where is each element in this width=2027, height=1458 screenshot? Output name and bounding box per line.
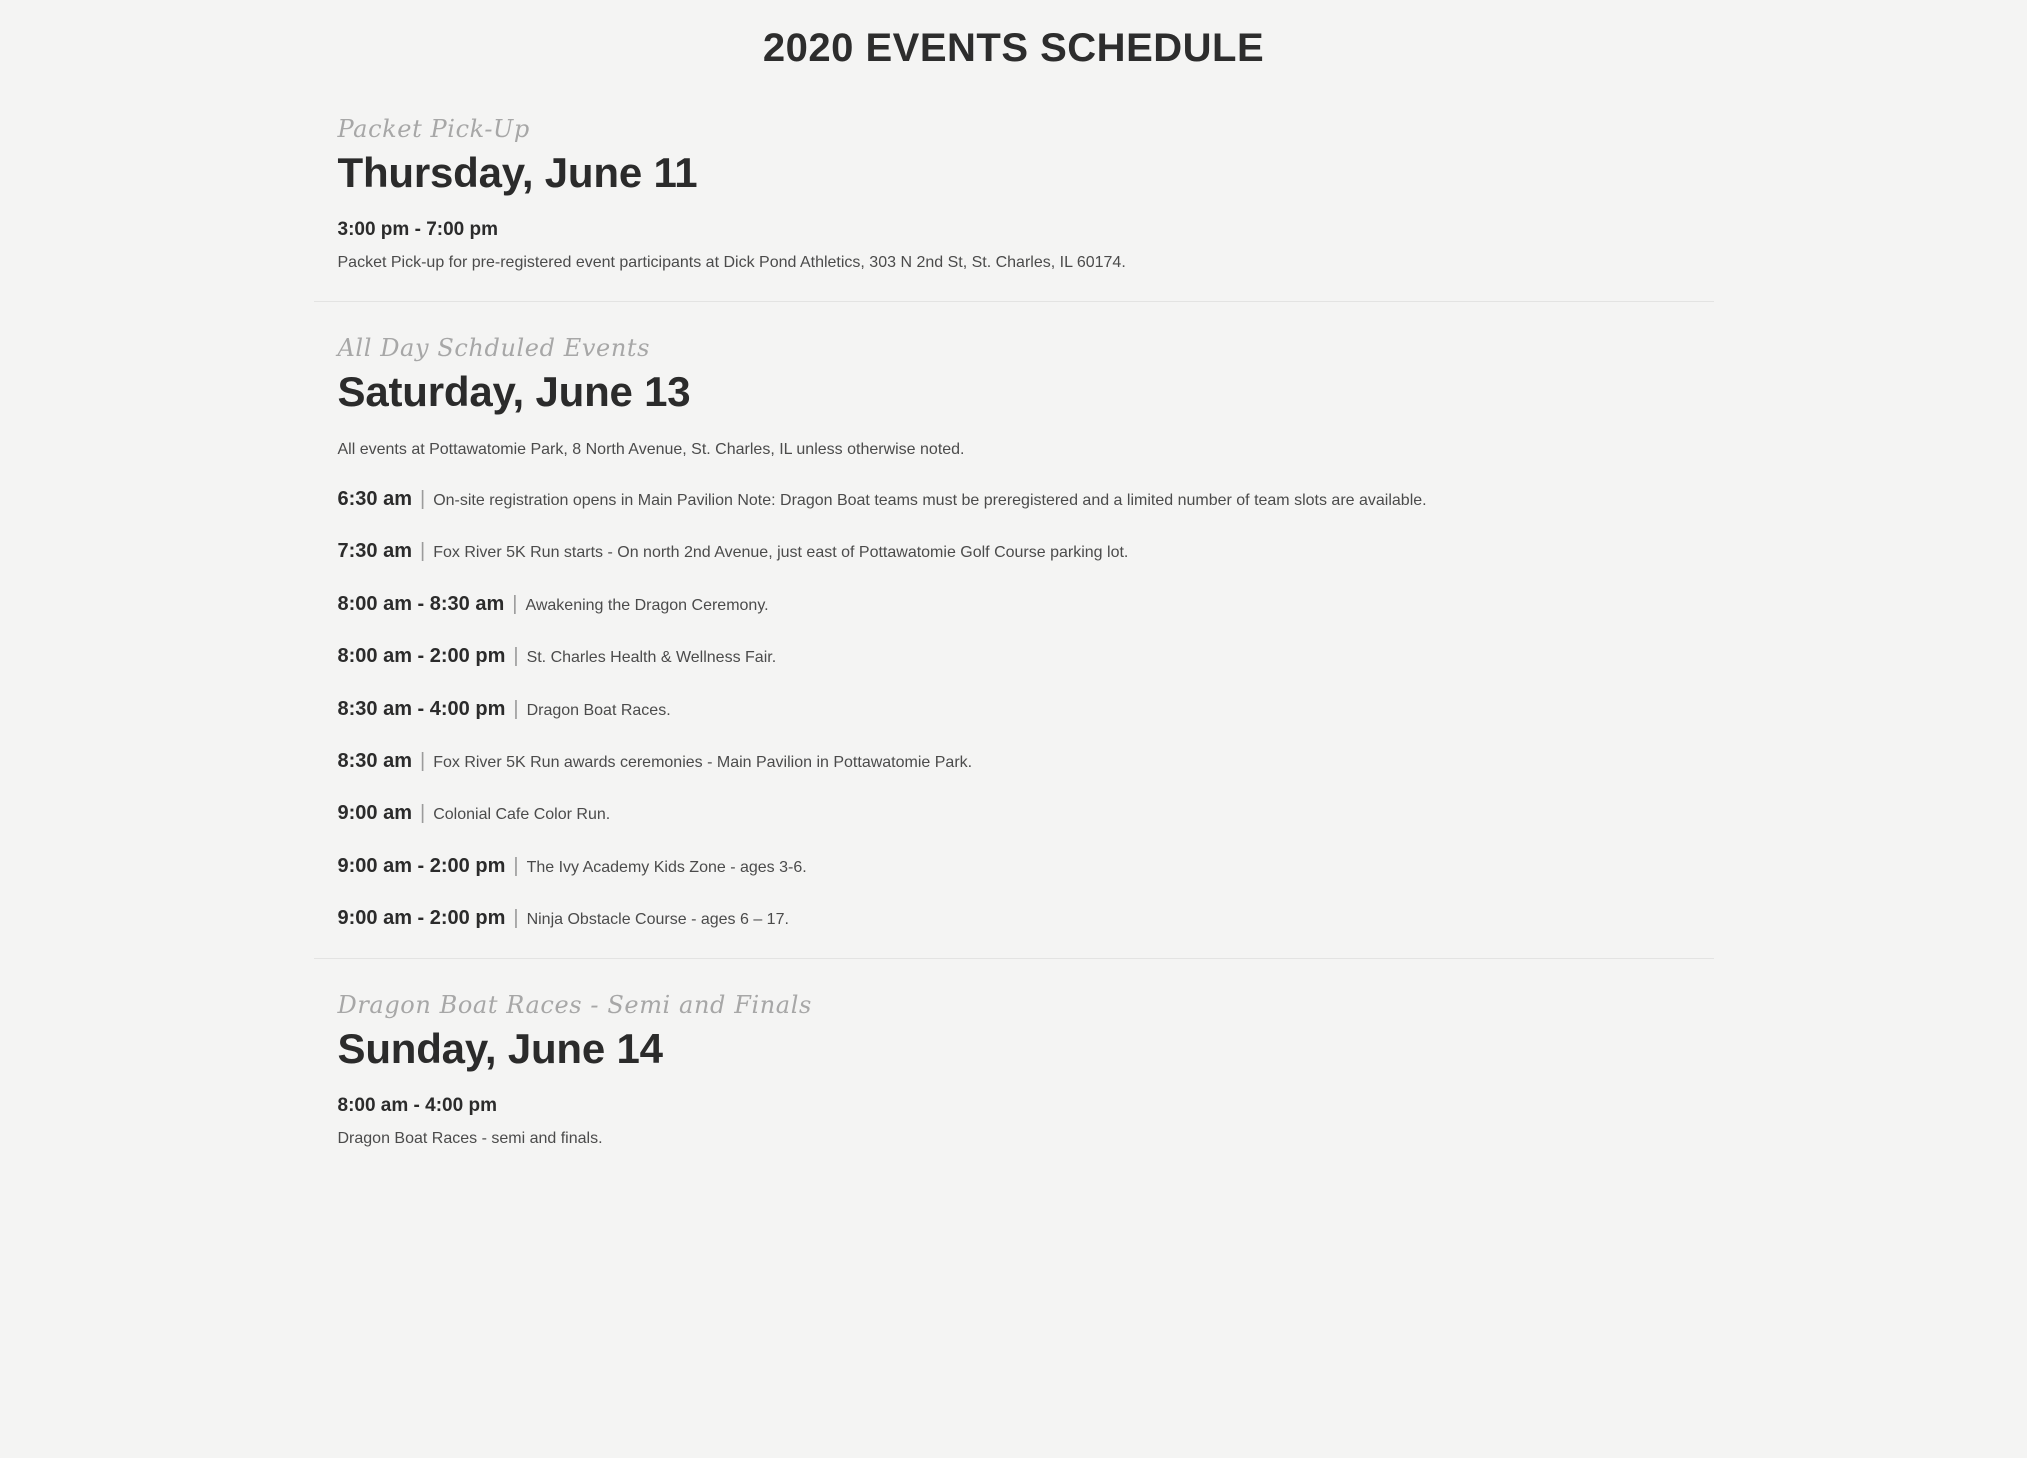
row-time: 9:00 am - 2:00 pm <box>337 854 506 877</box>
schedule-section-packet-pickup <box>314 115 1714 275</box>
row-time: 9:00 am <box>337 802 412 825</box>
section-description: Dragon Boat Races - semi and finals. <box>337 1129 603 1147</box>
row-description: The Ivy Academy Kids Zone - ages 3-6. <box>526 858 807 876</box>
section-time: 8:00 am - 4:00 pm <box>337 1094 497 1116</box>
row-description: Fox River 5K Run awards ceremonies - Main Pavilion in Pottawatomie Park. <box>433 753 973 771</box>
row-separator: | <box>513 907 519 930</box>
schedule-list <box>338 488 1714 932</box>
page-title: 2020 EVENTS SCHEDULE <box>762 26 1265 70</box>
list-item <box>338 855 1714 879</box>
row-description: Ninja Obstacle Course - ages 6 – 17. <box>526 911 789 929</box>
row-separator: | <box>512 592 518 615</box>
row-description: Colonial Cafe Color Run. <box>433 806 611 824</box>
row-separator: | <box>513 854 519 877</box>
row-description: On-site registration opens in Main Pavilion Note: Dragon Boat teams must be preregistered and a limited number of team slots are available. <box>433 492 1427 509</box>
row-separator: | <box>420 802 426 825</box>
row-time: 8:00 am - 8:30 am <box>337 592 505 615</box>
row-time: 6:30 am <box>337 488 412 510</box>
section-time: 3:00 pm - 7:00 pm <box>337 219 498 240</box>
list-item <box>338 645 1714 669</box>
list-item <box>338 802 1714 826</box>
row-time: 8:30 am - 4:00 pm <box>337 697 506 720</box>
section-day-heading: Saturday, June 13 <box>337 368 691 415</box>
list-item <box>338 488 1714 512</box>
row-time: 8:30 am <box>337 749 412 772</box>
row-description: Awakening the Dragon Ceremony. <box>525 596 769 614</box>
schedule-section-sunday <box>314 958 1714 1161</box>
list-item <box>338 540 1714 564</box>
row-separator: | <box>513 697 519 720</box>
section-eyebrow: Packet Pick-Up <box>337 115 530 143</box>
section-day-heading: Sunday, June 14 <box>337 1024 663 1072</box>
list-item <box>338 698 1714 722</box>
venue-note: All events at Pottawatomie Park, 8 North Avenue, St. Charles, IL unless otherwise noted. <box>337 441 965 458</box>
schedule-section-saturday <box>314 301 1714 932</box>
section-day-heading: Thursday, June 11 <box>337 149 698 196</box>
section-eyebrow: All Day Schduled Events <box>337 334 651 362</box>
row-time: 9:00 am - 2:00 pm <box>337 907 506 930</box>
schedule-content <box>314 115 1714 1221</box>
row-separator: | <box>420 488 426 510</box>
row-separator: | <box>420 749 426 772</box>
section-eyebrow: Dragon Boat Races - Semi and Finals <box>337 990 812 1019</box>
row-description: Dragon Boat Races. <box>526 701 671 719</box>
list-item <box>338 907 1714 931</box>
section-description: Packet Pick-up for pre-registered event participants at Dick Pond Athletics, 303 N 2nd St, St. Charles, IL 60174. <box>337 254 1126 271</box>
row-description: St. Charles Health & Wellness Fair. <box>526 649 777 667</box>
row-separator: | <box>420 540 426 563</box>
row-time: 7:30 am <box>337 540 412 563</box>
list-item <box>338 593 1714 617</box>
row-time: 8:00 am - 2:00 pm <box>337 645 506 668</box>
row-separator: | <box>513 645 519 668</box>
row-description: Fox River 5K Run starts - On north 2nd Avenue, just east of Pottawatomie Golf Course parking lot. <box>433 544 1129 562</box>
list-item <box>338 750 1714 774</box>
